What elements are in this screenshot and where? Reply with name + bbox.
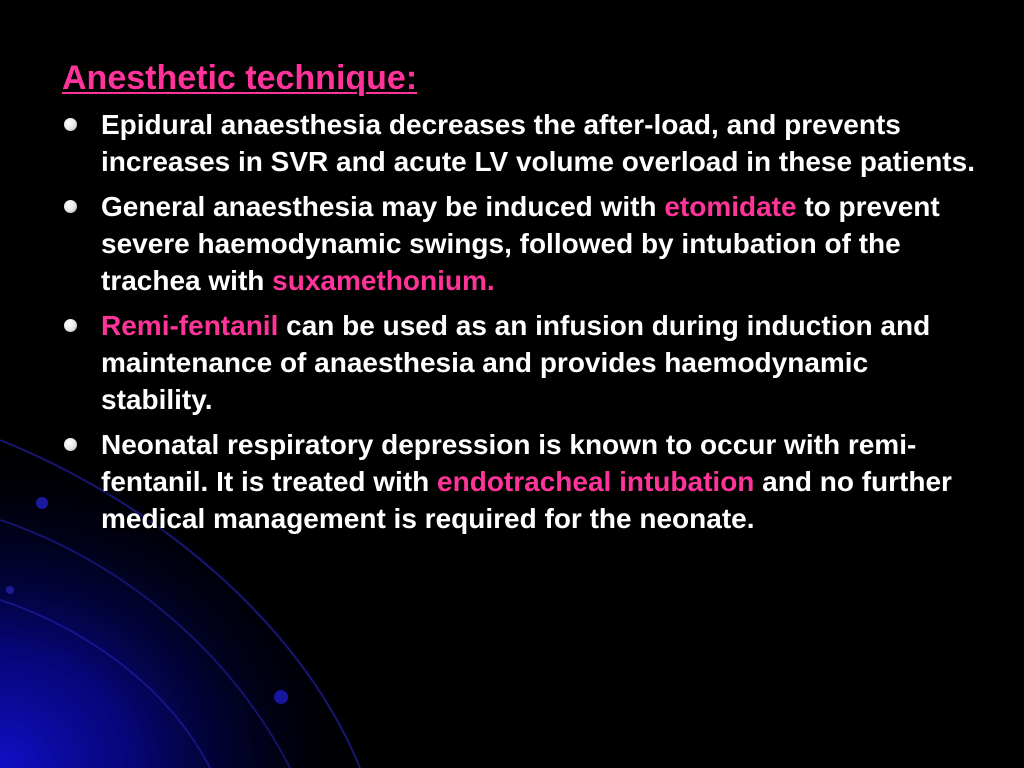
bullet-item xyxy=(62,307,982,418)
bullet-text: Epidural anaesthesia decreases the after-load, and prevents increases in SVR and acute LV volume overload in these patients. xyxy=(101,109,975,177)
bullet-text: can be used as an infusion during induction and maintenance of anaesthesia and provides haemodynamic stability. xyxy=(101,310,931,415)
bullet-text: General anaesthesia may be induced with xyxy=(101,191,665,222)
bullet-dot-icon xyxy=(64,118,77,131)
highlighted-term: endotracheal intubation xyxy=(437,466,755,497)
bullet-list xyxy=(62,106,982,537)
slide-title: Anesthetic technique: xyxy=(62,59,418,97)
glow-dot-2 xyxy=(274,690,288,704)
highlighted-term: suxamethonium. xyxy=(272,265,495,296)
bullet-dot-icon xyxy=(64,200,77,213)
highlighted-term: Remi-fentanil xyxy=(101,310,279,341)
bullet-item xyxy=(62,426,982,537)
bullet-item xyxy=(62,106,982,180)
bullet-dot-icon xyxy=(64,319,77,332)
bullet-item xyxy=(62,188,982,299)
bullet-text: Neonatal respiratory depression is known to occur with remi-fentanil. It is treated with xyxy=(101,429,917,497)
slide-content xyxy=(62,56,982,545)
bullet-dot-icon xyxy=(64,438,77,451)
bullet-text: to prevent severe haemodynamic swings, followed by intubation of the trachea with xyxy=(101,191,940,296)
glow-dot-3 xyxy=(6,586,14,594)
bullet-text: and no further medical management is required for the neonate. xyxy=(101,466,952,534)
highlighted-term: etomidate xyxy=(664,191,797,222)
glow-dot-1 xyxy=(36,497,48,509)
